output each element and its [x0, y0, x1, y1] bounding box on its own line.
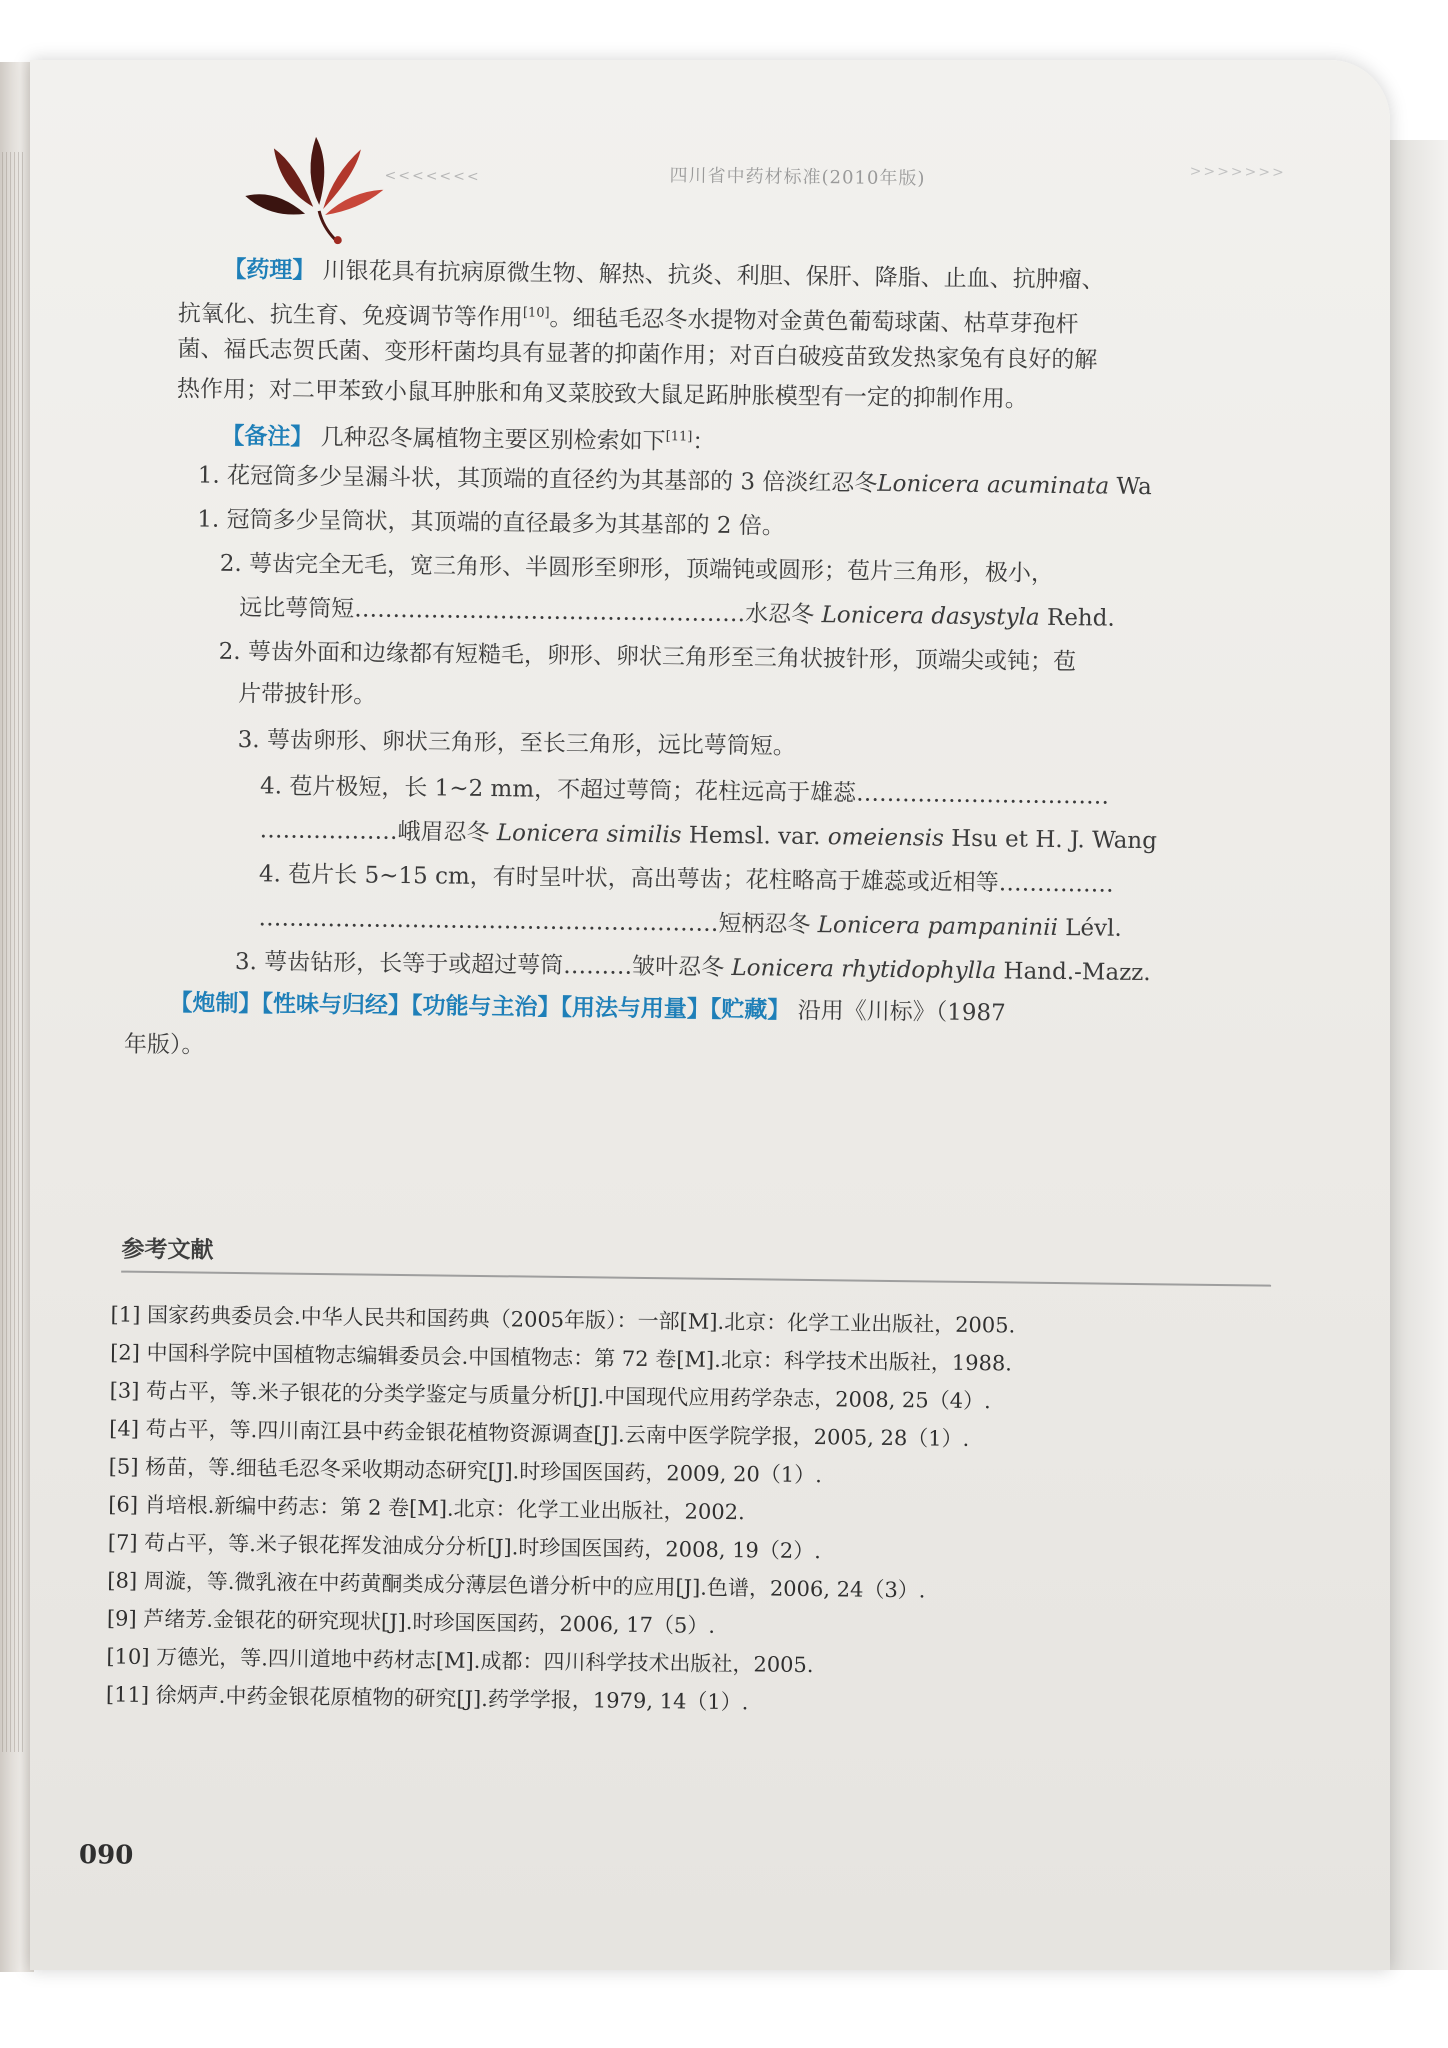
key-2b-line-1: 2. 萼齿外面和边缘都有短糙毛，卵形、卵状三角形至三角状披针形，顶端尖或钝；苞 [218, 638, 1077, 676]
page-number: 090 [78, 1840, 134, 1871]
reference-item: [11] 徐炳声.中药金银花原植物的研究[J].药学学报，1979, 14（1）. [105, 1682, 749, 1715]
key-2a-line-2: 远比萼筒短……………………………………………水忍冬 Lonicera dasystyla Rehd. [239, 594, 1115, 632]
references-title: 参考文献 [121, 1236, 214, 1264]
reference-item: [3] 苟占平，等.米子银花的分类学鉴定与质量分析[J].中国现代应用药学杂志，2008, 25（4）. [109, 1378, 991, 1414]
pharmacology-line-3: 菌、福氏志贺氏菌、变形杆菌均具有显著的抑菌作用；对百白破疫苗致发热家兔有良好的解 [177, 336, 1098, 374]
page-content [18, 52, 1401, 1978]
key-1b: 1. 冠筒多少呈筒状，其顶端的直径最多为其基部的 2 倍。 [197, 506, 785, 540]
key-4a-line-1: 4. 苞片极短，长 1~2 mm，不超过萼筒；花柱远高于雄蕊…………………………… [259, 773, 1110, 810]
key-4b-line-1: 4. 苞片长 5~15 cm，有时呈叶状，高出萼齿；花柱略高于雄蕊或近相等…………… [258, 861, 1114, 898]
pharmacology-line-2: 抗氧化、抗生育、免疫调节等作用[10]。细毡毛忍冬水提物对金黄色葡萄球菌、枯草芽孢杆 [177, 300, 1079, 338]
pharmacology-tag: 【药理】 [223, 256, 316, 284]
pharmacology-line-4: 热作用；对二甲苯致小鼠耳肿胀和角叉菜胶致大鼠足跖肿胀模型有一定的抑制作用。 [176, 376, 1029, 413]
processing-line-2: 年版）。 [123, 1031, 205, 1059]
key-2a-line-1: 2. 萼齿完全无毛，宽三角形、半圆形至卵形，顶端钝或圆形；苞片三角形，极小， [219, 550, 1055, 587]
reference-item: [4] 苟占平，等.四川南江县中药金银花植物资源调查[J].云南中医学院学报，2005, 28（1）. [109, 1416, 970, 1451]
header-decor-left: <<<<<<< [384, 167, 481, 185]
reference-item: [6] 肖培根.新编中药志：第 2 卷[M].北京：化学工业出版社，2002. [108, 1492, 745, 1525]
citation: [11] [665, 429, 693, 445]
key-4a-line-2: ………………峨眉忍冬 Lonicera similis Hemsl. var. omeiensis Hsu et H. J. Wang [259, 817, 1158, 855]
processing-line-1: 【炮制】【性味与归经】【功能与主治】【用法与用量】【贮藏】 沿用《川标》（1987 [169, 990, 1006, 1027]
references-divider [121, 1271, 1271, 1287]
book-page [30, 60, 1390, 1970]
key-3b: 3. 萼齿钻形，长等于或超过萼筒………皱叶忍冬 Lonicera rhytidophylla Hand.-Mazz. [234, 948, 1151, 987]
pharmacology-line-1: 【药理】 川银花具有抗病原微生物、解热、抗炎、利胆、保肝、降脂、止血、抗肿瘤、 [223, 256, 1105, 294]
reference-item: [8] 周漩，等.微乳液在中药黄酮类成分薄层色谱分析中的应用[J].色谱，2006, 24（3）. [107, 1568, 926, 1603]
processing-tags: 【炮制】【性味与归经】【功能与主治】【用法与用量】【贮藏】 [169, 990, 791, 1024]
reference-item: [9] 芦绪芳.金银花的研究现状[J].时珍国医国药，2006, 17（5）. [106, 1606, 716, 1638]
key-1a: 1. 花冠筒多少呈漏斗状，其顶端的直径约为其基部的 3 倍淡红忍冬Lonicera acuminata Wa [197, 462, 1153, 501]
leaf-logo-icon [235, 118, 397, 250]
reference-item: [5] 杨苗，等.细毡毛忍冬采收期动态研究[J].时珍国医国药，2009, 20（1）. [108, 1454, 823, 1488]
remark-line: 【备注】 几种忍冬属植物主要区别检索如下[11]： [221, 423, 716, 456]
reference-item: [10] 万德光，等.四川道地中药材志[M].成都：四川科学技术出版社，2005. [106, 1644, 814, 1678]
header-decor-right: >>>>>>> [1189, 163, 1286, 181]
reference-item: [2] 中国科学院中国植物志编辑委员会.中国植物志：第 72 卷[M].北京：科学技术出版社，1988. [110, 1340, 1013, 1376]
reference-item: [1] 国家药典委员会.中华人民共和国药典（2005年版）：一部[M].北京：化学工业出版社，2005. [110, 1302, 1016, 1338]
key-4b-line-2: ……………………………………………………短柄忍冬 Lonicera pampaninii Lévl. [258, 905, 1122, 942]
key-2b-line-2: 片带披针形。 [238, 680, 377, 709]
running-header: 四川省中药材标准(2010年版) [669, 165, 926, 190]
citation: [10] [522, 305, 550, 321]
key-3a: 3. 萼齿卵形、卵状三角形，至长三角形，远比萼筒短。 [237, 726, 797, 760]
remark-tag: 【备注】 [221, 423, 314, 451]
reference-item: [7] 苟占平，等.米子银花挥发油成分分析[J].时珍国医国药，2008, 19（2）. [107, 1530, 822, 1564]
